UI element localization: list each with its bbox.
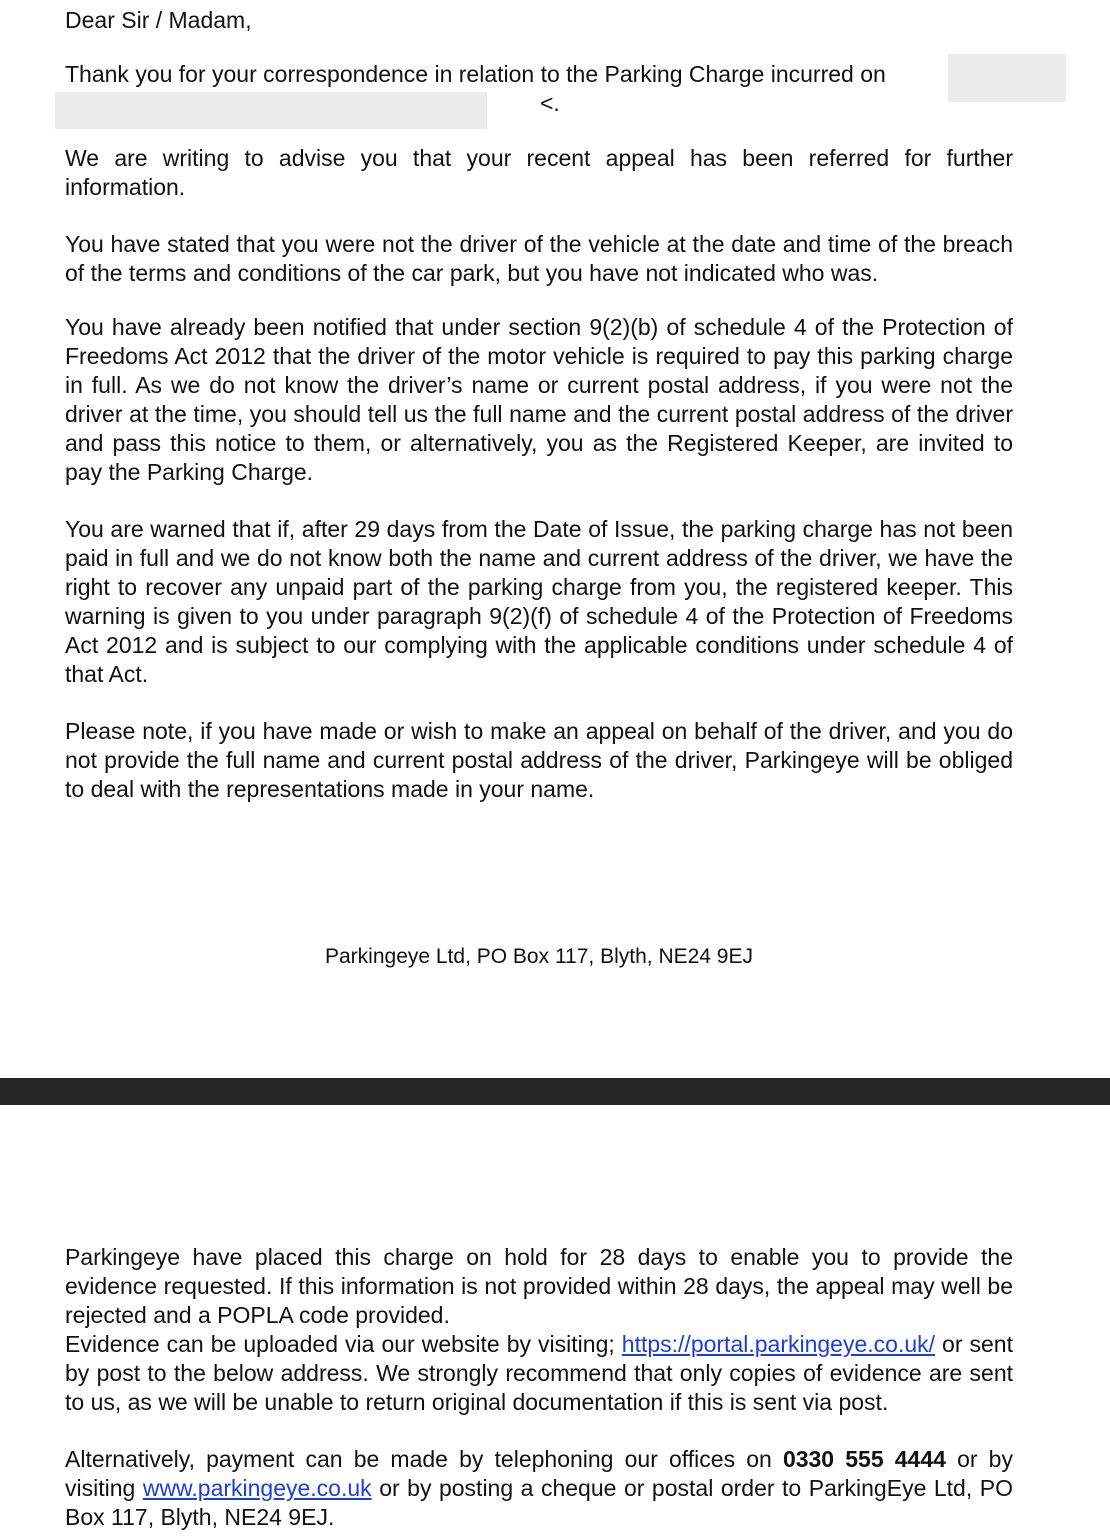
paragraph-hold: Parkingeye have placed this charge on hold for 28 days to enable you to provide the evidence requested. If this information is not provided within 28 days, the appeal may well be rejected and a POPLA code provided.	[65, 1244, 1013, 1328]
salutation: Dear Sir / Madam,	[65, 7, 252, 33]
footer-address: Parkingeye Ltd, PO Box 117, Blyth, NE24 9EJ	[324, 945, 753, 968]
paragraph-evidence	[65, 1330, 1013, 1417]
intro-tail: <.	[540, 90, 560, 116]
payment-text-end: or by posting a cheque or postal order to ParkingEye Ltd, PO Box 117, Blyth, NE24 9EJ.	[65, 1475, 1013, 1530]
paragraph-note: Please note, if you have made or wish to make an appeal on behalf of the driver, and you do not provide the full name and current postal address of the driver, Parkingeye will be obliged to deal with the representations made in your name.	[65, 718, 1013, 802]
paragraph-warned: You are warned that if, after 29 days from the Date of Issue, the parking charge has not been paid in full and we do not know both the name and current address of the driver, we have the right to recover any unpaid part of the parking charge from you, the registered keeper. This warning is given to you under paragraph 9(2)(f) of schedule 4 of the Protection of Freedoms Act 2012 and is subject to our complying with the applicable conditions under schedule 4 of that Act.	[65, 516, 1013, 687]
paragraph-referred: We are writing to advise you that your recent appeal has been referred for further information.	[65, 145, 1013, 200]
page-divider	[0, 1078, 1110, 1105]
portal-link[interactable]: https://portal.parkingeye.co.uk/	[621, 1331, 936, 1357]
phone-number: 0330 555 4444	[782, 1446, 946, 1472]
evidence-text-cont: or sent by post to the below address. We strongly recommend that only copies of evidence are sent to us, as we will be unable to return original documentation if this is sent via post.	[65, 1331, 1013, 1415]
paragraph-notified: You have already been notified that under section 9(2)(b) of schedule 4 of the Protection of Freedoms Act 2012 that the driver of the motor vehicle is required to pay this parking charge in full. As we do not know the driver’s name or current postal address, if you were not the driver at the time, you should tell us the full name and the current postal address of the driver and pass this notice to them, or alternatively, you as the Registered Keeper, are invited to pay the Parking Charge.	[65, 314, 1013, 485]
redacted-block	[55, 92, 487, 129]
paragraph-not-driver: You have stated that you were not the driver of the vehicle at the date and time of the breach of the terms and conditions of the car park, but you have not indicated who was.	[65, 231, 1013, 286]
payment-text: Alternatively, payment can be made by telephoning our offices on	[65, 1446, 783, 1472]
payment-text-mid: or by visiting	[65, 1446, 1013, 1501]
redacted-block	[948, 54, 1066, 102]
intro-text: Thank you for your correspondence in relation to the Parking Charge incurred on	[65, 61, 886, 87]
website-link[interactable]: www.parkingeye.co.uk	[142, 1475, 372, 1501]
evidence-text: Evidence can be uploaded via our website by visiting;	[65, 1331, 622, 1357]
paragraph-payment	[65, 1445, 1013, 1532]
